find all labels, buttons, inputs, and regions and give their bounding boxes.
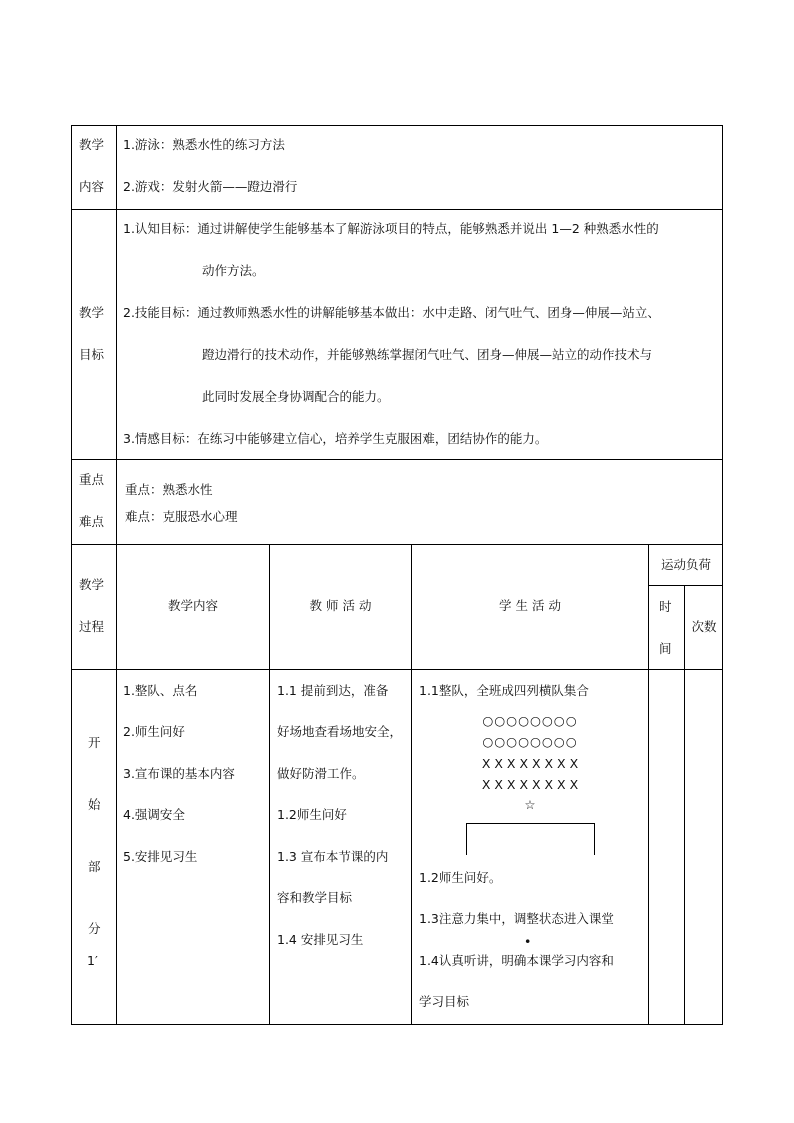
formation-row: X X X X X X X X (481, 756, 579, 771)
load-header-divider (648, 585, 723, 586)
objective-line-4: 蹬边滑行的技术动作，并能够熟练掌握闭气吐气、团身—伸展—站立的动作技术与 (202, 347, 653, 362)
formation-bracket-right (594, 823, 595, 855)
header-time-1: 时 (659, 599, 672, 614)
content-item: 1.整队、点名 (123, 683, 198, 698)
opening-row (71, 669, 723, 1025)
header-teaching-content: 教学内容 (167, 598, 218, 613)
objectives-label-1: 教学 (79, 305, 105, 320)
header-count: 次数 (691, 619, 717, 634)
content-item: 2.师生问好 (123, 724, 185, 739)
header-time-2: 间 (659, 641, 672, 656)
teacher-line: 做好防滑工作。 (277, 766, 365, 781)
student-line: 学习目标 (419, 994, 470, 1009)
opening-divider-5 (684, 669, 685, 1025)
student-line: 1.3注意力集中，调整状态进入课堂 (419, 911, 614, 926)
content-line-2: 2.游戏：发射火箭——蹬边滑行 (123, 179, 298, 194)
opening-divider-2 (269, 669, 270, 1025)
keypoints-row (71, 459, 723, 545)
teacher-position-star: ☆ (524, 797, 536, 812)
objectives-row (71, 209, 723, 460)
formation-row: ○○○○○○○○ (482, 734, 578, 749)
formation-bracket-left (466, 823, 467, 855)
objective-line-2: 动作方法。 (202, 263, 265, 278)
formation-bracket-top (466, 823, 594, 824)
content-line-1: 1.游泳：熟悉水性的练习方法 (123, 137, 285, 152)
objective-line-5: 此同时发展全身协调配合的能力。 (202, 389, 390, 404)
teacher-line: 容和教学目标 (277, 890, 353, 905)
opening-label-4: 分 (88, 921, 101, 936)
opening-label-1: 开 (88, 735, 101, 750)
keypoints-label-2: 难点 (79, 514, 105, 529)
formation-row: ○○○○○○○○ (482, 713, 578, 728)
student-line-dot: • (524, 934, 532, 949)
header-exercise-load: 运动负荷 (660, 557, 711, 572)
teacher-line: 1.1 提前到达，准备 (277, 683, 389, 698)
teacher-line: 1.2师生问好 (277, 807, 347, 822)
teacher-line: 1.4 安排见习生 (277, 932, 364, 947)
student-line: 1.1整队，全班成四列横队集合 (419, 683, 589, 698)
student-line: 1.2师生问好。 (419, 870, 502, 885)
content-label-1: 教学 (79, 137, 105, 152)
content-row-divider (116, 125, 117, 210)
objectives-label-2: 目标 (79, 347, 105, 362)
opening-divider-4 (648, 669, 649, 1025)
process-label-1: 教学 (79, 577, 105, 592)
objectives-row-divider (116, 209, 117, 460)
opening-label-3: 部 (88, 859, 101, 874)
content-item: 4.强调安全 (123, 807, 185, 822)
keypoints-row-divider (116, 459, 117, 545)
objective-line-6: 3.情感目标：在练习中能够建立信心，培养学生克服困难，团结协作的能力。 (123, 431, 548, 446)
header-teacher-activity: 教 师 活 动 (309, 598, 372, 613)
teacher-line: 好场地查看场地安全， (277, 724, 403, 739)
content-item: 3.宣布课的基本内容 (123, 766, 235, 781)
keypoint-key: 重点：熟悉水性 (125, 482, 213, 497)
keypoints-label-1: 重点 (79, 472, 105, 487)
teacher-line: 1.3 宣布本节课的内 (277, 849, 389, 864)
content-label-2: 内容 (79, 179, 105, 194)
process-label-2: 过程 (79, 619, 105, 634)
opening-label-5: 1′ (87, 953, 98, 968)
opening-divider-3 (411, 669, 412, 1025)
opening-divider-1 (116, 669, 117, 1025)
formation-row: X X X X X X X X (481, 777, 579, 792)
content-item: 5.安排见习生 (123, 849, 198, 864)
header-student-activity: 学 生 活 动 (499, 598, 561, 613)
objective-line-3: 2.技能目标：通过教师熟悉水性的讲解能够基本做出：水中走路、闭气吐气、团身—伸展—站立、 (123, 305, 660, 320)
opening-label-2: 始 (88, 797, 101, 812)
objective-line-1: 1.认知目标：通过讲解使学生能够基本了解游泳项目的特点，能够熟悉并说出 1—2 种熟悉水性的 (123, 221, 659, 236)
student-line: 1.4认真听讲，明确本课学习内容和 (419, 953, 614, 968)
keypoint-difficulty: 难点：克服恐水心理 (125, 509, 238, 524)
